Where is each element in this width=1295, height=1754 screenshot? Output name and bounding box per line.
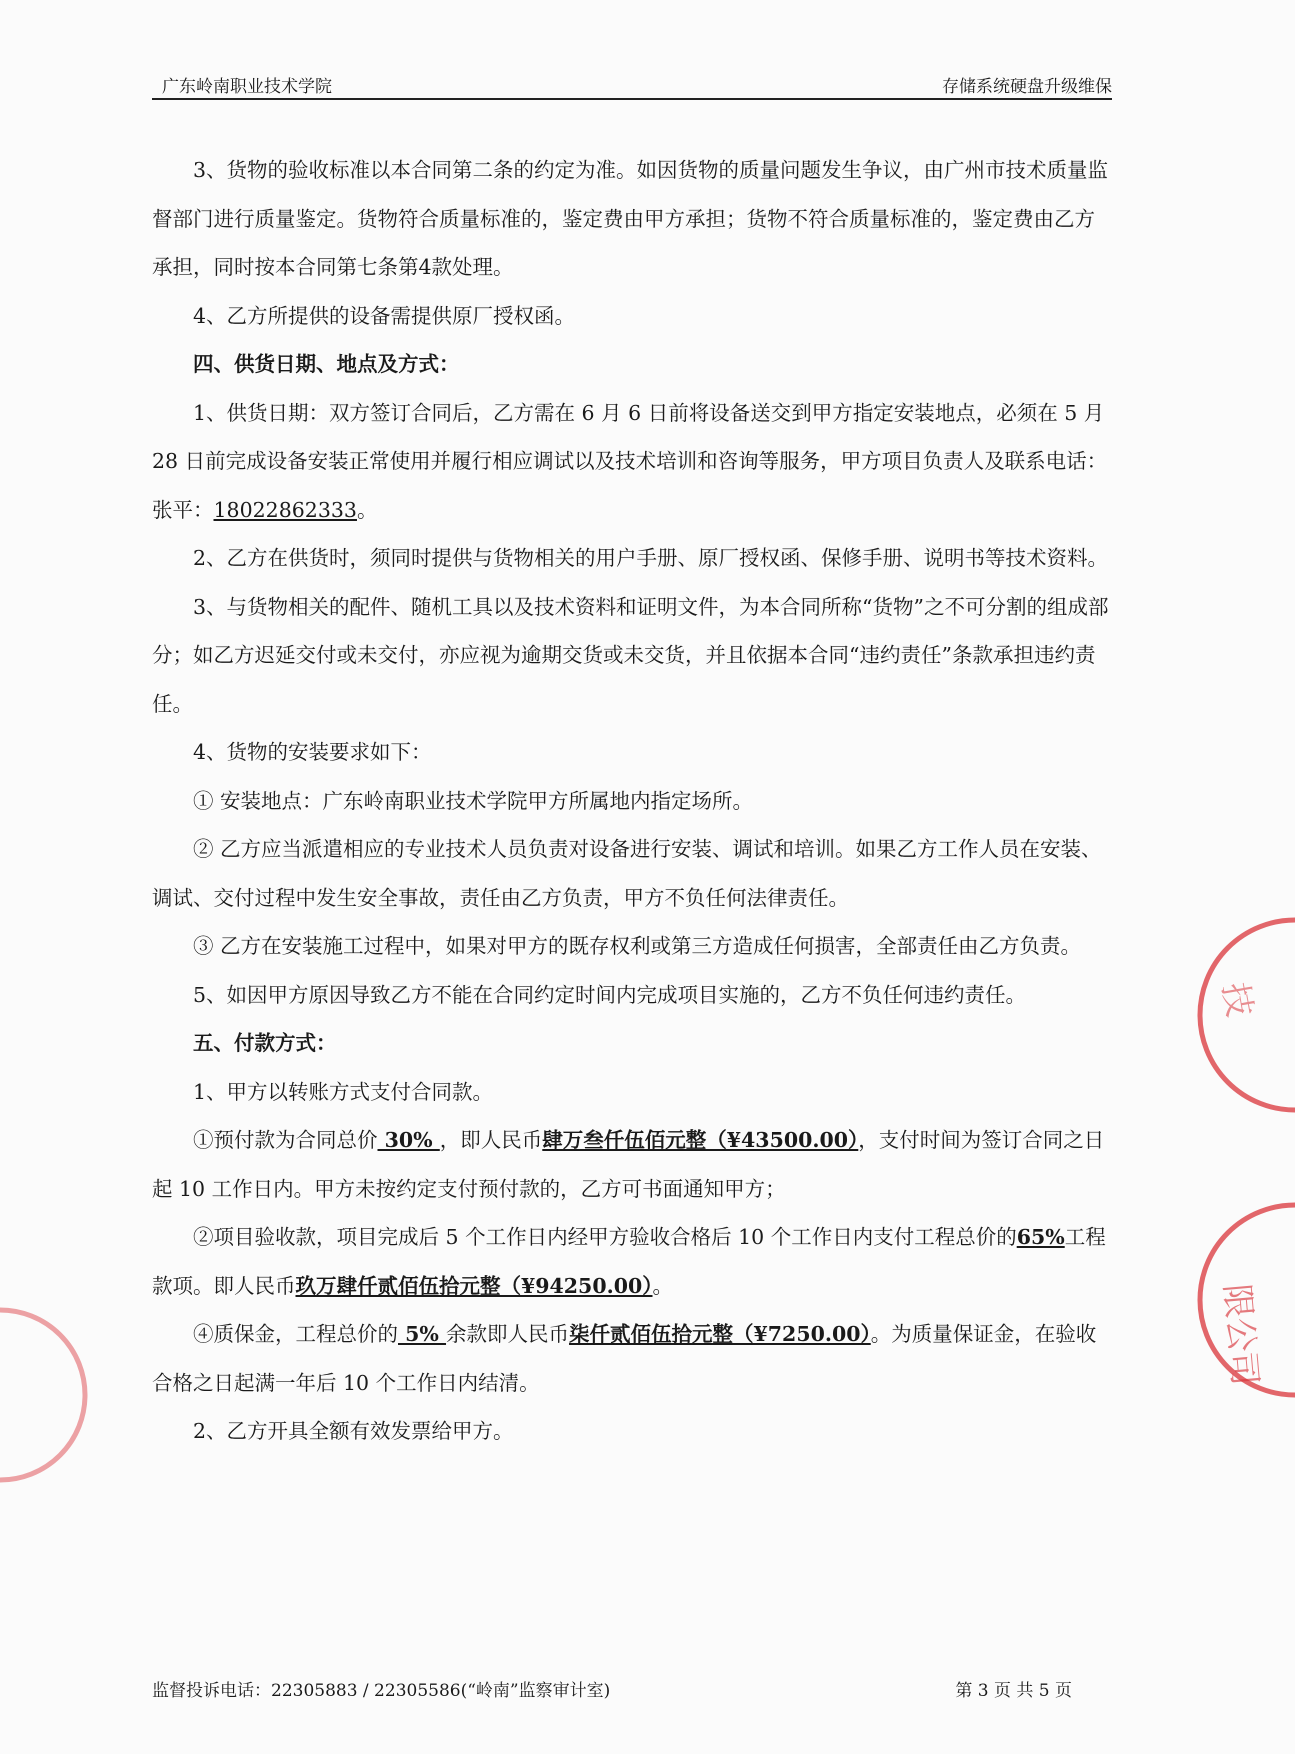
clause-install-staff: ② 乙方应当派遣相应的专业技术人员负责对设备进行安装、调试和培训。如果乙方工作人员在安装、调试、交付过程中发生安全事故，责任由乙方负责，甲方不负任何法律责任。 [152,837,1102,910]
section-heading-payment: 五、付款方式： [193,1031,337,1055]
clause-install-damage: ③ 乙方在安装施工过程中，如果对甲方的既存权利或第三方造成任何损害，全部责任由乙方负责。 [193,934,1082,958]
clause-party-a-delay: 5、如因甲方原因导致乙方不能在合同约定时间内完成项目实施的，乙方不负任何违约责任。 [193,982,1027,1007]
payment-retention [152,1310,1112,1407]
clause-accessories: 3、与货物相关的配件、随机工具以及技术资料和证明文件，为本合同所称“货物”之不可分割的组成部分；如乙方迟延交付或未交付，亦应视为逾期交货或未交货，并且依据本合同“违约责任”条款承担违约责任。 [152,594,1109,716]
header-school: 广东岭南职业技术学院 [162,77,332,97]
advance-prefix: ①预付款为合同总价 [193,1128,378,1152]
retention-prefix: ④质保金，工程总价的 [193,1322,398,1346]
clause-supply-date [152,389,1112,535]
advance-suffix: ，支付时间为签订合同之日起 10 工作日内。甲方未按约定支付预付款的，乙方可书面通知甲方； [152,1128,1105,1201]
acceptance-prefix: ②项目验收款，项目完成后 5 个工作日内经甲方验收合格后 10 个工作日内支付工程总价的 [193,1225,1017,1249]
advance-percent: 30% [377,1128,440,1152]
retention-amount: 柒仟贰佰伍拾元整（¥7250.00） [569,1322,871,1346]
retention-suffix: 。为质量保证金，在验收合格之日起满一年后 10 个工作日内结清。 [152,1322,1097,1395]
page-number: 第 3 页 共 5 页 [955,1681,1072,1701]
seal-stamp-right [1185,905,1295,1395]
supply-date-end: 。 [356,497,378,522]
retention-percent: 5% [398,1322,447,1346]
supply-date-text: 1、供货日期：双方签订合同后，乙方需在 6 月 6 日前将设备送交到甲方指定安装地点，必须在 5 月 28 日前完成设备安装正常使用并履行相应调试以及技术培训和咨询等服务，甲方项目负责人及联系电话：张平： [152,400,1108,522]
clause-transfer: 1、甲方以转账方式支付合同款。 [193,1079,494,1104]
advance-mid: ，即人民币 [439,1128,543,1152]
acceptance-amount: 玖万肆仟贰佰伍拾元整（¥94250.00） [295,1273,653,1298]
clause-authorization: 4、乙方所提供的设备需提供原厂授权函。 [193,303,576,328]
contact-phone: 18022862333 [213,497,357,522]
section-heading-supply: 四、供货日期、地点及方式： [193,352,460,376]
payment-acceptance [152,1213,1112,1310]
retention-mid: 余款即人民币 [446,1322,570,1346]
acceptance-percent: 65% [1016,1225,1065,1249]
clause-installation-intro: 4、货物的安装要求如下： [193,740,432,764]
acceptance-suffix: 。 [652,1273,673,1298]
svg-text:限公司: 限公司 [1216,1282,1265,1388]
payment-advance [152,1116,1112,1213]
clause-invoice: 2、乙方开具全额有效发票给甲方。 [193,1419,514,1443]
svg-text:技: 技 [1214,979,1260,1021]
header-project: 存储系统硬盘升级维保 [942,77,1112,97]
contract-body [152,146,1112,1456]
advance-amount: 肆万叁仟伍佰元整（¥43500.00） [542,1128,859,1152]
acceptance-mid: 工程款项。即人民币 [152,1225,1106,1298]
page-header [152,72,1112,100]
clause-install-location: ① 安装地点：广东岭南职业技术学院甲方所属地内指定场所。 [193,788,754,813]
seal-stamp-left [0,1300,80,1490]
clause-acceptance-standard: 3、货物的验收标准以本合同第二条的约定为准。如因货物的质量问题发生争议，由广州市技术质量监督部门进行质量鉴定。货物符合质量标准的，鉴定费由甲方承担；货物不符合质量标准的，鉴定费由乙方承担，同时按本合同第七条第4款处理。 [152,158,1109,279]
footer-complaint-phone: 监督投诉电话：22305883 / 22305586(“岭南”监察审计室) [152,1681,611,1701]
clause-technical-docs: 2、乙方在供货时，须同时提供与货物相关的用户手册、原厂授权函、保修手册、说明书等技术资料。 [193,546,1109,570]
